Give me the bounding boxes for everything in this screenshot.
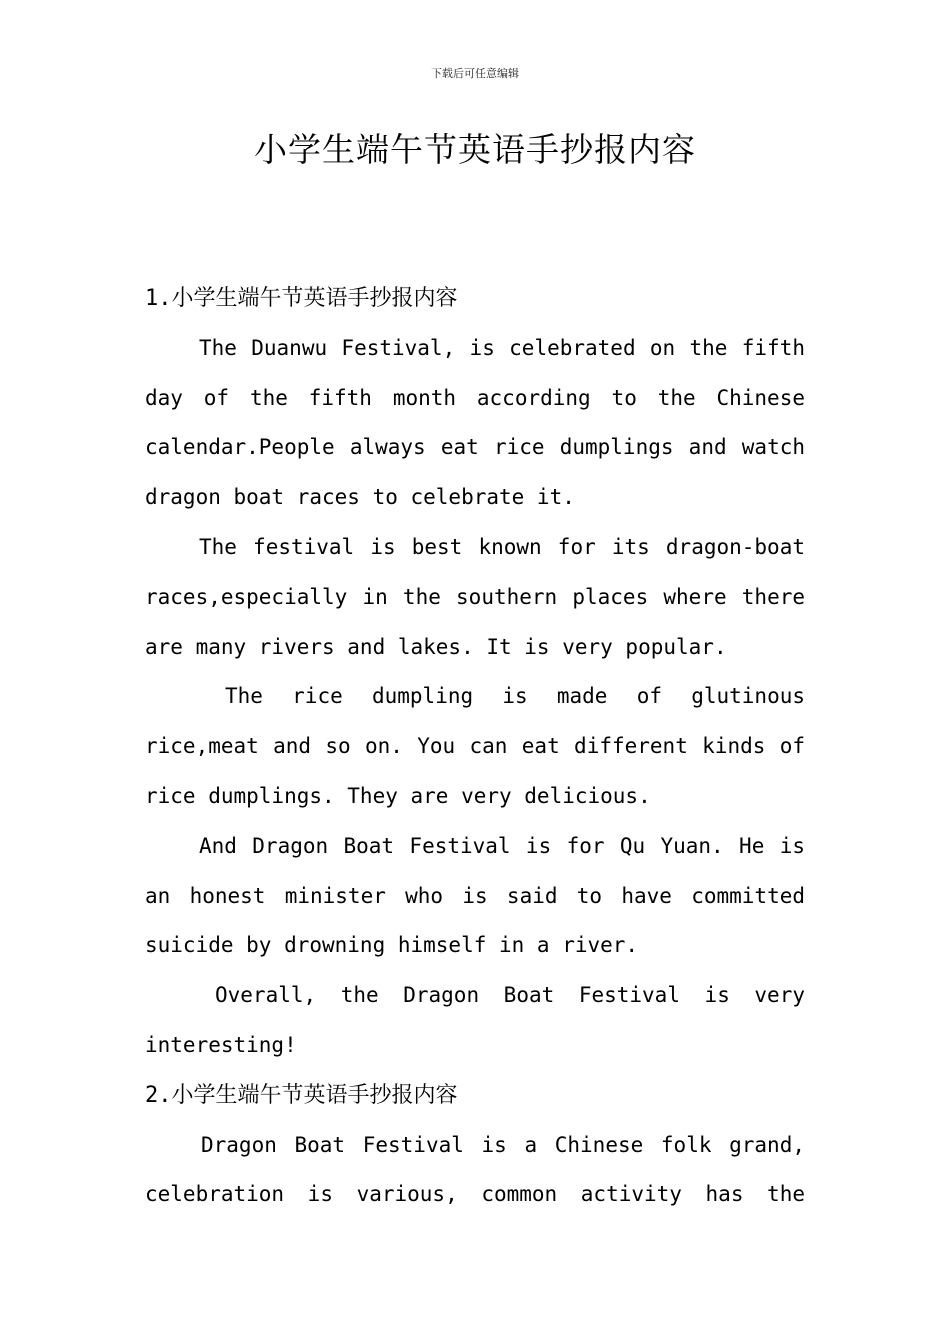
paragraph: The rice dumpling is made of glutinous rice,meat and so on. You can eat different kinds of rice dumplings. They are very delicious. <box>145 684 805 808</box>
paragraph: Dragon Boat Festival is a Chinese folk grand, celebration is various, common activity has the <box>145 1132 805 1207</box>
section-heading-1: 1.小学生端午节英语手抄报内容 <box>145 286 458 311</box>
paragraph: The Duanwu Festival, is celebrated on the fifth day of the fifth month according to the Chinese calendar.People always eat rice dumplings and watch dragon boat races to celebrate it. <box>145 335 805 510</box>
header-note: 下载后可任意编辑 <box>431 67 519 80</box>
document-body <box>145 274 805 1220</box>
paragraph: The festival is best known for its dragon-boat races,especially in the southern places where there are many rivers and lakes. It is very popular. <box>145 534 805 659</box>
document-title: 小学生端午节英语手抄报内容 <box>254 130 696 169</box>
paragraph: And Dragon Boat Festival is for Qu Yuan. He is an honest minister who is said to have committed suicide by drowning himself in a river. <box>145 833 805 958</box>
paragraph: Overall, the Dragon Boat Festival is very interesting! <box>145 983 805 1057</box>
section-heading-2: 2.小学生端午节英语手抄报内容 <box>145 1082 458 1108</box>
